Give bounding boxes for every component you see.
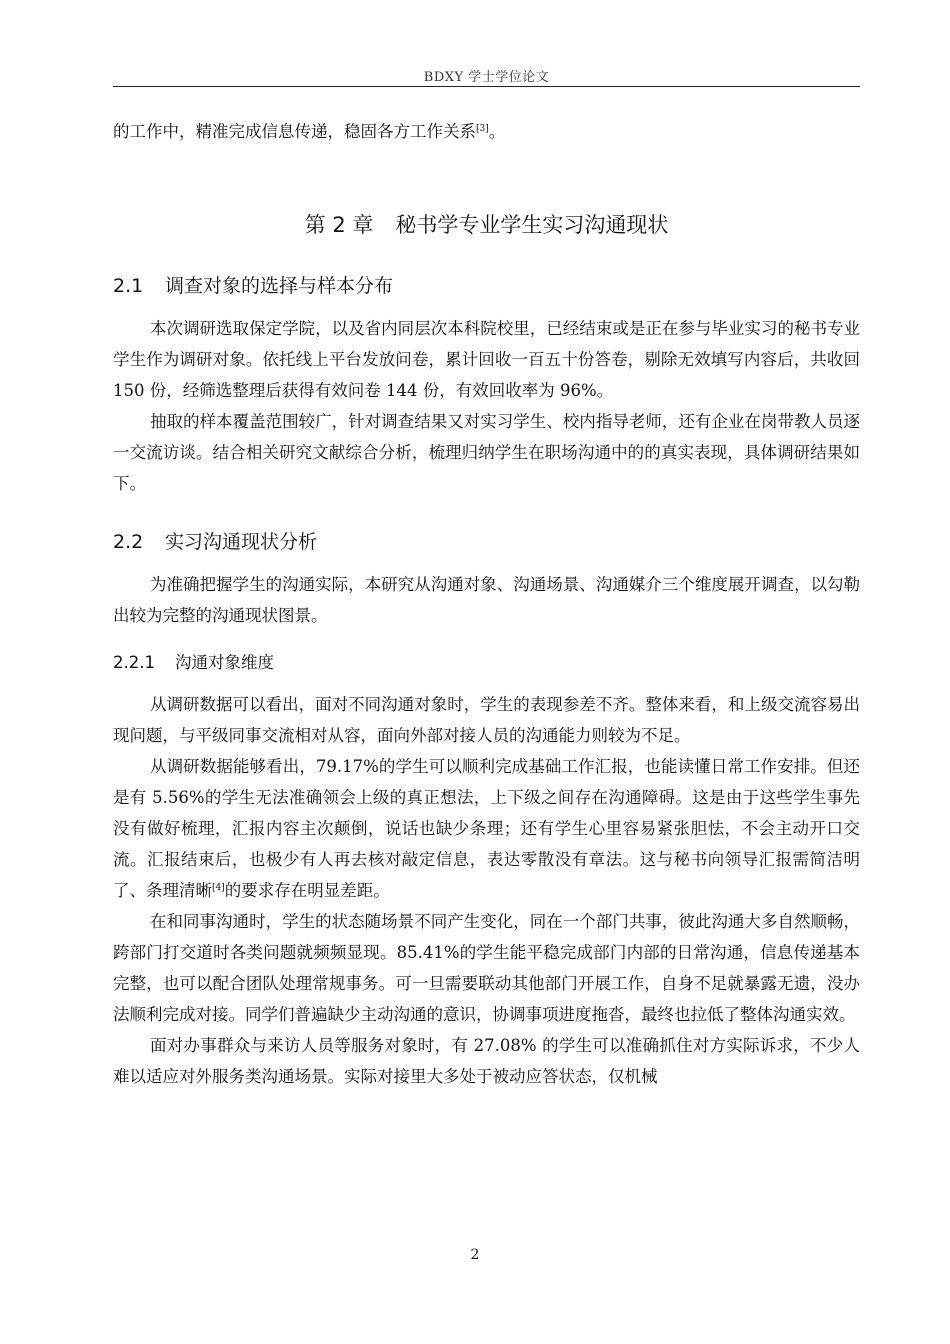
section-heading-2-2 xyxy=(113,527,860,557)
running-header: BDXY 学士学位论文 xyxy=(423,70,550,85)
intro-text: 的工作中，精准完成信息传递，稳固各方工作关系 xyxy=(113,122,476,141)
section-title: 实习沟通现状分析 xyxy=(165,531,318,553)
section-number: 2.1 xyxy=(113,275,144,297)
section-number: 2.2 xyxy=(113,531,144,553)
intro-end: 。 xyxy=(488,122,506,141)
paragraph: 本次调研选取保定学院，以及省内同层次本科院校里，已经结束或是正在参与毕业实习的秘书专业学生作为调研对象。依托线上平台发放问卷，累计回收一百五十份答卷，剔除无效填写内容后，共收回 150 份，经筛选整理后获得有效问卷 144 份，有效回收率为 96%。 xyxy=(113,319,860,400)
citation-ref: [4] xyxy=(212,883,225,893)
chapter-heading xyxy=(113,209,860,241)
paragraph: 从调研数据可以看出，面对不同沟通对象时，学生的表现参差不齐。整体来看，和上级交流容易出现问题，与平级同事交流相对从容，面向外部对接人员的沟通能力则较为不足。 xyxy=(113,695,860,745)
header-rule xyxy=(113,86,860,87)
intro-paragraph xyxy=(113,116,860,147)
paragraph xyxy=(113,751,860,906)
subsection-heading-2-2-1 xyxy=(113,649,860,677)
subsection-number: 2.2.1 xyxy=(113,653,155,672)
chapter-number: 第 2 章 xyxy=(304,213,374,237)
section-title: 调查对象的选择与样本分布 xyxy=(165,275,394,297)
paragraph: 面对办事群众与来访人员等服务对象时，有 27.08% 的学生可以准确抓住对方实际诉求，不少人难以适应对外服务类沟通场景。实际对接里大多处于被动应答状态，仅机械 xyxy=(113,1036,860,1086)
section-heading-2-1 xyxy=(113,271,860,301)
paragraph: 在和同事沟通时，学生的状态随场景不同产生变化，同在一个部门共事，彼此沟通大多自然顺畅，跨部门打交道时各类问题就频频显现。85.41%的学生能平稳完成部门内部的日常沟通，信息传递基本完整，也可以配合团队处理常规事务。可一旦需要联动其他部门开展工作，自身不足就暴露无遗，没办法顺利完成对接。同学们普遍缺少主动沟通的意识，协调事项进度拖沓，最终也拉低了整体沟通实效。 xyxy=(113,912,860,1024)
citation-ref: [3] xyxy=(476,124,489,134)
paragraph-text: 从调研数据能够看出，79.17%的学生可以顺利完成基础工作汇报，也能读懂日常工作安排。但还是有 5.56%的学生无法准确领会上级的真正想法，上下级之间存在沟通障碍。这是由于这些学生事先没有做好梳理，汇报内容主次颠倒，说话也缺少条理；还有学生心里容易紧张胆怯，不会主动开口交流。汇报结束后，也极少有人再去核对敲定信息，表达零散没有章法。这与秘书向领导汇报需简洁明了、条理清晰 xyxy=(113,757,860,900)
paragraph-text: 的要求存在明显差距。 xyxy=(224,881,390,900)
subsection-title: 沟通对象维度 xyxy=(175,653,274,672)
page-body xyxy=(113,116,860,1092)
paragraph: 为准确把握学生的沟通实际，本研究从沟通对象、沟通场景、沟通媒介三个维度展开调查，以勾勒出较为完整的沟通现状图景。 xyxy=(113,575,860,625)
page-number: 2 xyxy=(470,1247,480,1263)
paragraph: 抽取的样本覆盖范围较广，针对调查结果又对实习学生、校内指导老师，还有企业在岗带教人员逐一交流访谈。结合相关研究文献综合分析，梳理归纳学生在职场沟通中的的真实表现，具体调研结果如下。 xyxy=(113,412,860,493)
chapter-title: 秘书学专业学生实习沟通现状 xyxy=(395,213,669,237)
